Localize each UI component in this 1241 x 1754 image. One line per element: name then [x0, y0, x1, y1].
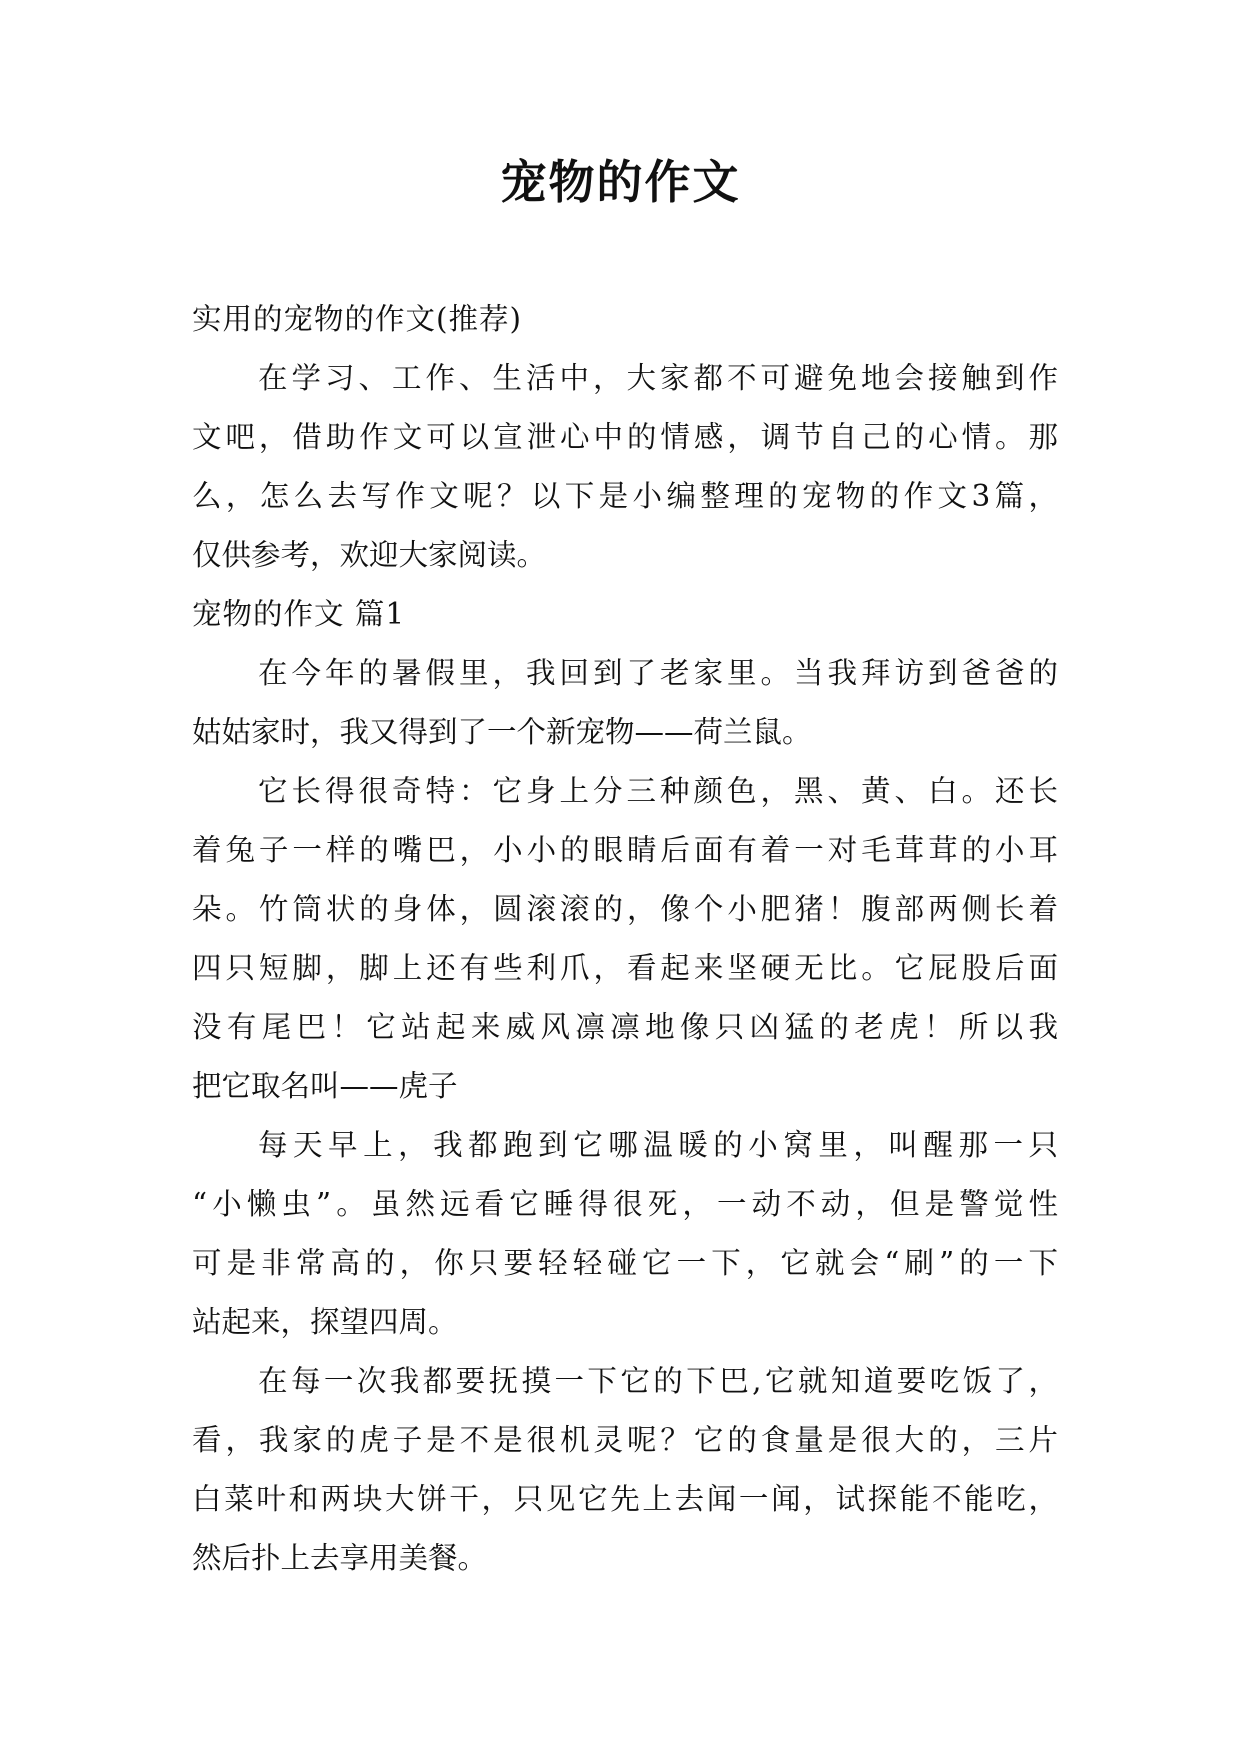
paragraph-line: “小懒虫”。虽然远看它睡得很死，一动不动，但是警觉性	[192, 1187, 1058, 1221]
paragraph-line: 看，我家的虎子是不是很机灵呢？它的食量是很大的，三片	[192, 1423, 1058, 1457]
paragraph-line: 它长得很奇特：它身上分三种颜色，黑、黄、白。还长	[258, 774, 1058, 808]
section-heading-line: 实用的宠物的作文(推荐)	[192, 302, 523, 336]
paragraph-line: 在今年的暑假里，我回到了老家里。当我拜访到爸爸的	[258, 656, 1058, 690]
paragraph-line: 在学习、工作、生活中，大家都不可避免地会接触到作	[258, 361, 1058, 395]
document-title: 宠物的作文	[500, 155, 741, 209]
paragraph-line: 姑姑家时，我又得到了一个新宠物——荷兰鼠。	[192, 715, 812, 749]
paragraph-line: 可是非常高的，你只要轻轻碰它一下，它就会“刷”的一下	[192, 1246, 1058, 1280]
paragraph-line: 然后扑上去享用美餐。	[192, 1541, 488, 1575]
paragraph-line: 朵。竹筒状的身体，圆滚滚的，像个小肥猪！腹部两侧长着	[192, 892, 1058, 926]
document-body	[192, 290, 1058, 1588]
paragraph-line: 把它取名叫——虎子	[192, 1069, 458, 1103]
paragraph-line: 么，怎么去写作文呢？以下是小编整理的宠物的作文3篇，	[192, 479, 1058, 513]
section-heading-line: 宠物的作文 篇1	[192, 597, 406, 631]
paragraph-line: 站起来，探望四周。	[192, 1305, 458, 1339]
paragraph-line: 白菜叶和两块大饼干，只见它先上去闻一闻，试探能不能吃，	[192, 1482, 1058, 1516]
paragraph-line: 每天早上，我都跑到它哪温暖的小窝里，叫醒那一只	[258, 1128, 1058, 1162]
paragraph-line: 着兔子一样的嘴巴，小小的眼睛后面有着一对毛茸茸的小耳	[192, 833, 1058, 867]
paragraph-line: 文吧，借助作文可以宣泄心中的情感，调节自己的心情。那	[192, 420, 1058, 454]
paragraph-line: 没有尾巴！它站起来威风凛凛地像只凶猛的老虎！所以我	[192, 1010, 1058, 1044]
paragraph-line: 在每一次我都要抚摸一下它的下巴,它就知道要吃饭了，	[258, 1364, 1058, 1398]
paragraph-line: 四只短脚，脚上还有些利爪，看起来坚硬无比。它屁股后面	[192, 951, 1058, 985]
paragraph-line: 仅供参考，欢迎大家阅读。	[192, 538, 547, 572]
